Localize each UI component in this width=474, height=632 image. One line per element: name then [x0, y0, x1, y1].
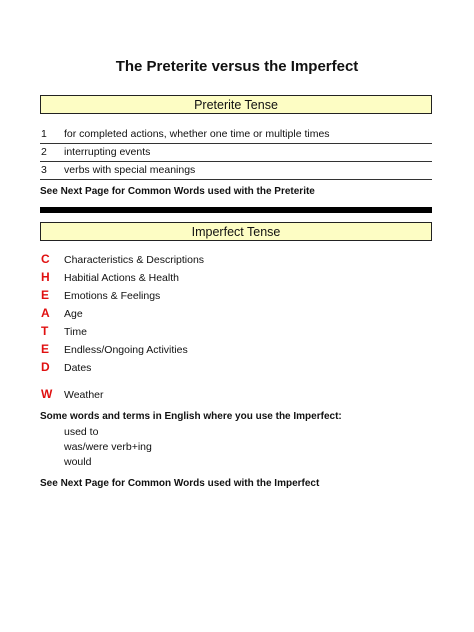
- cheated-item: [40, 361, 432, 377]
- cheated-text: Habitial Actions & Health: [64, 272, 179, 284]
- row-number: 3: [41, 164, 47, 176]
- cheated-text: Weather: [64, 389, 104, 401]
- preterite-row: [40, 144, 432, 162]
- cheated-letter: C: [41, 252, 50, 266]
- cheated-letter: H: [41, 270, 50, 284]
- cheated-item: [40, 325, 432, 341]
- english-terms-heading: Some words and terms in English where you use the Imperfect:: [40, 411, 342, 422]
- cheated-text: Dates: [64, 362, 92, 374]
- row-number: 1: [41, 128, 47, 140]
- imperfect-heading: Imperfect Tense: [191, 225, 281, 239]
- cheated-text: Age: [64, 308, 83, 320]
- cheated-item: [40, 388, 432, 404]
- cheated-letter: D: [41, 360, 50, 374]
- cheated-letter: E: [41, 288, 50, 302]
- page-title: The Preterite versus the Imperfect: [115, 58, 359, 75]
- cheated-item: [40, 271, 432, 287]
- imperfect-note: See Next Page for Common Words used with the Imperfect: [40, 478, 320, 489]
- cheated-letter: A: [41, 306, 50, 320]
- cheated-letter: W: [41, 387, 53, 401]
- row-number: 2: [41, 146, 47, 158]
- imperfect-heading-box: [40, 222, 432, 241]
- cheated-item: [40, 343, 432, 359]
- row-text: for completed actions, whether one time or multiple times: [64, 128, 330, 140]
- preterite-heading: Preterite Tense: [194, 98, 278, 112]
- cheated-letter: T: [41, 324, 49, 338]
- row-text: verbs with special meanings: [64, 164, 196, 176]
- cheated-item: [40, 307, 432, 323]
- cheated-item: [40, 253, 432, 269]
- cheated-letter: E: [41, 342, 50, 356]
- english-term: used to: [64, 426, 99, 438]
- cheated-item: [40, 289, 432, 305]
- cheated-text: Characteristics & Descriptions: [64, 254, 205, 266]
- cheated-text: Endless/Ongoing Activities: [64, 344, 188, 356]
- preterite-row: [40, 162, 432, 180]
- preterite-row: [40, 126, 432, 144]
- cheated-text: Time: [64, 326, 87, 338]
- english-term: was/were verb+ing: [64, 441, 152, 453]
- section-divider: [40, 207, 432, 213]
- english-term: would: [64, 456, 92, 468]
- row-text: interrupting events: [64, 146, 151, 158]
- preterite-note: See Next Page for Common Words used with the Preterite: [40, 186, 315, 197]
- preterite-heading-box: [40, 95, 432, 114]
- cheated-text: Emotions & Feelings: [64, 290, 161, 302]
